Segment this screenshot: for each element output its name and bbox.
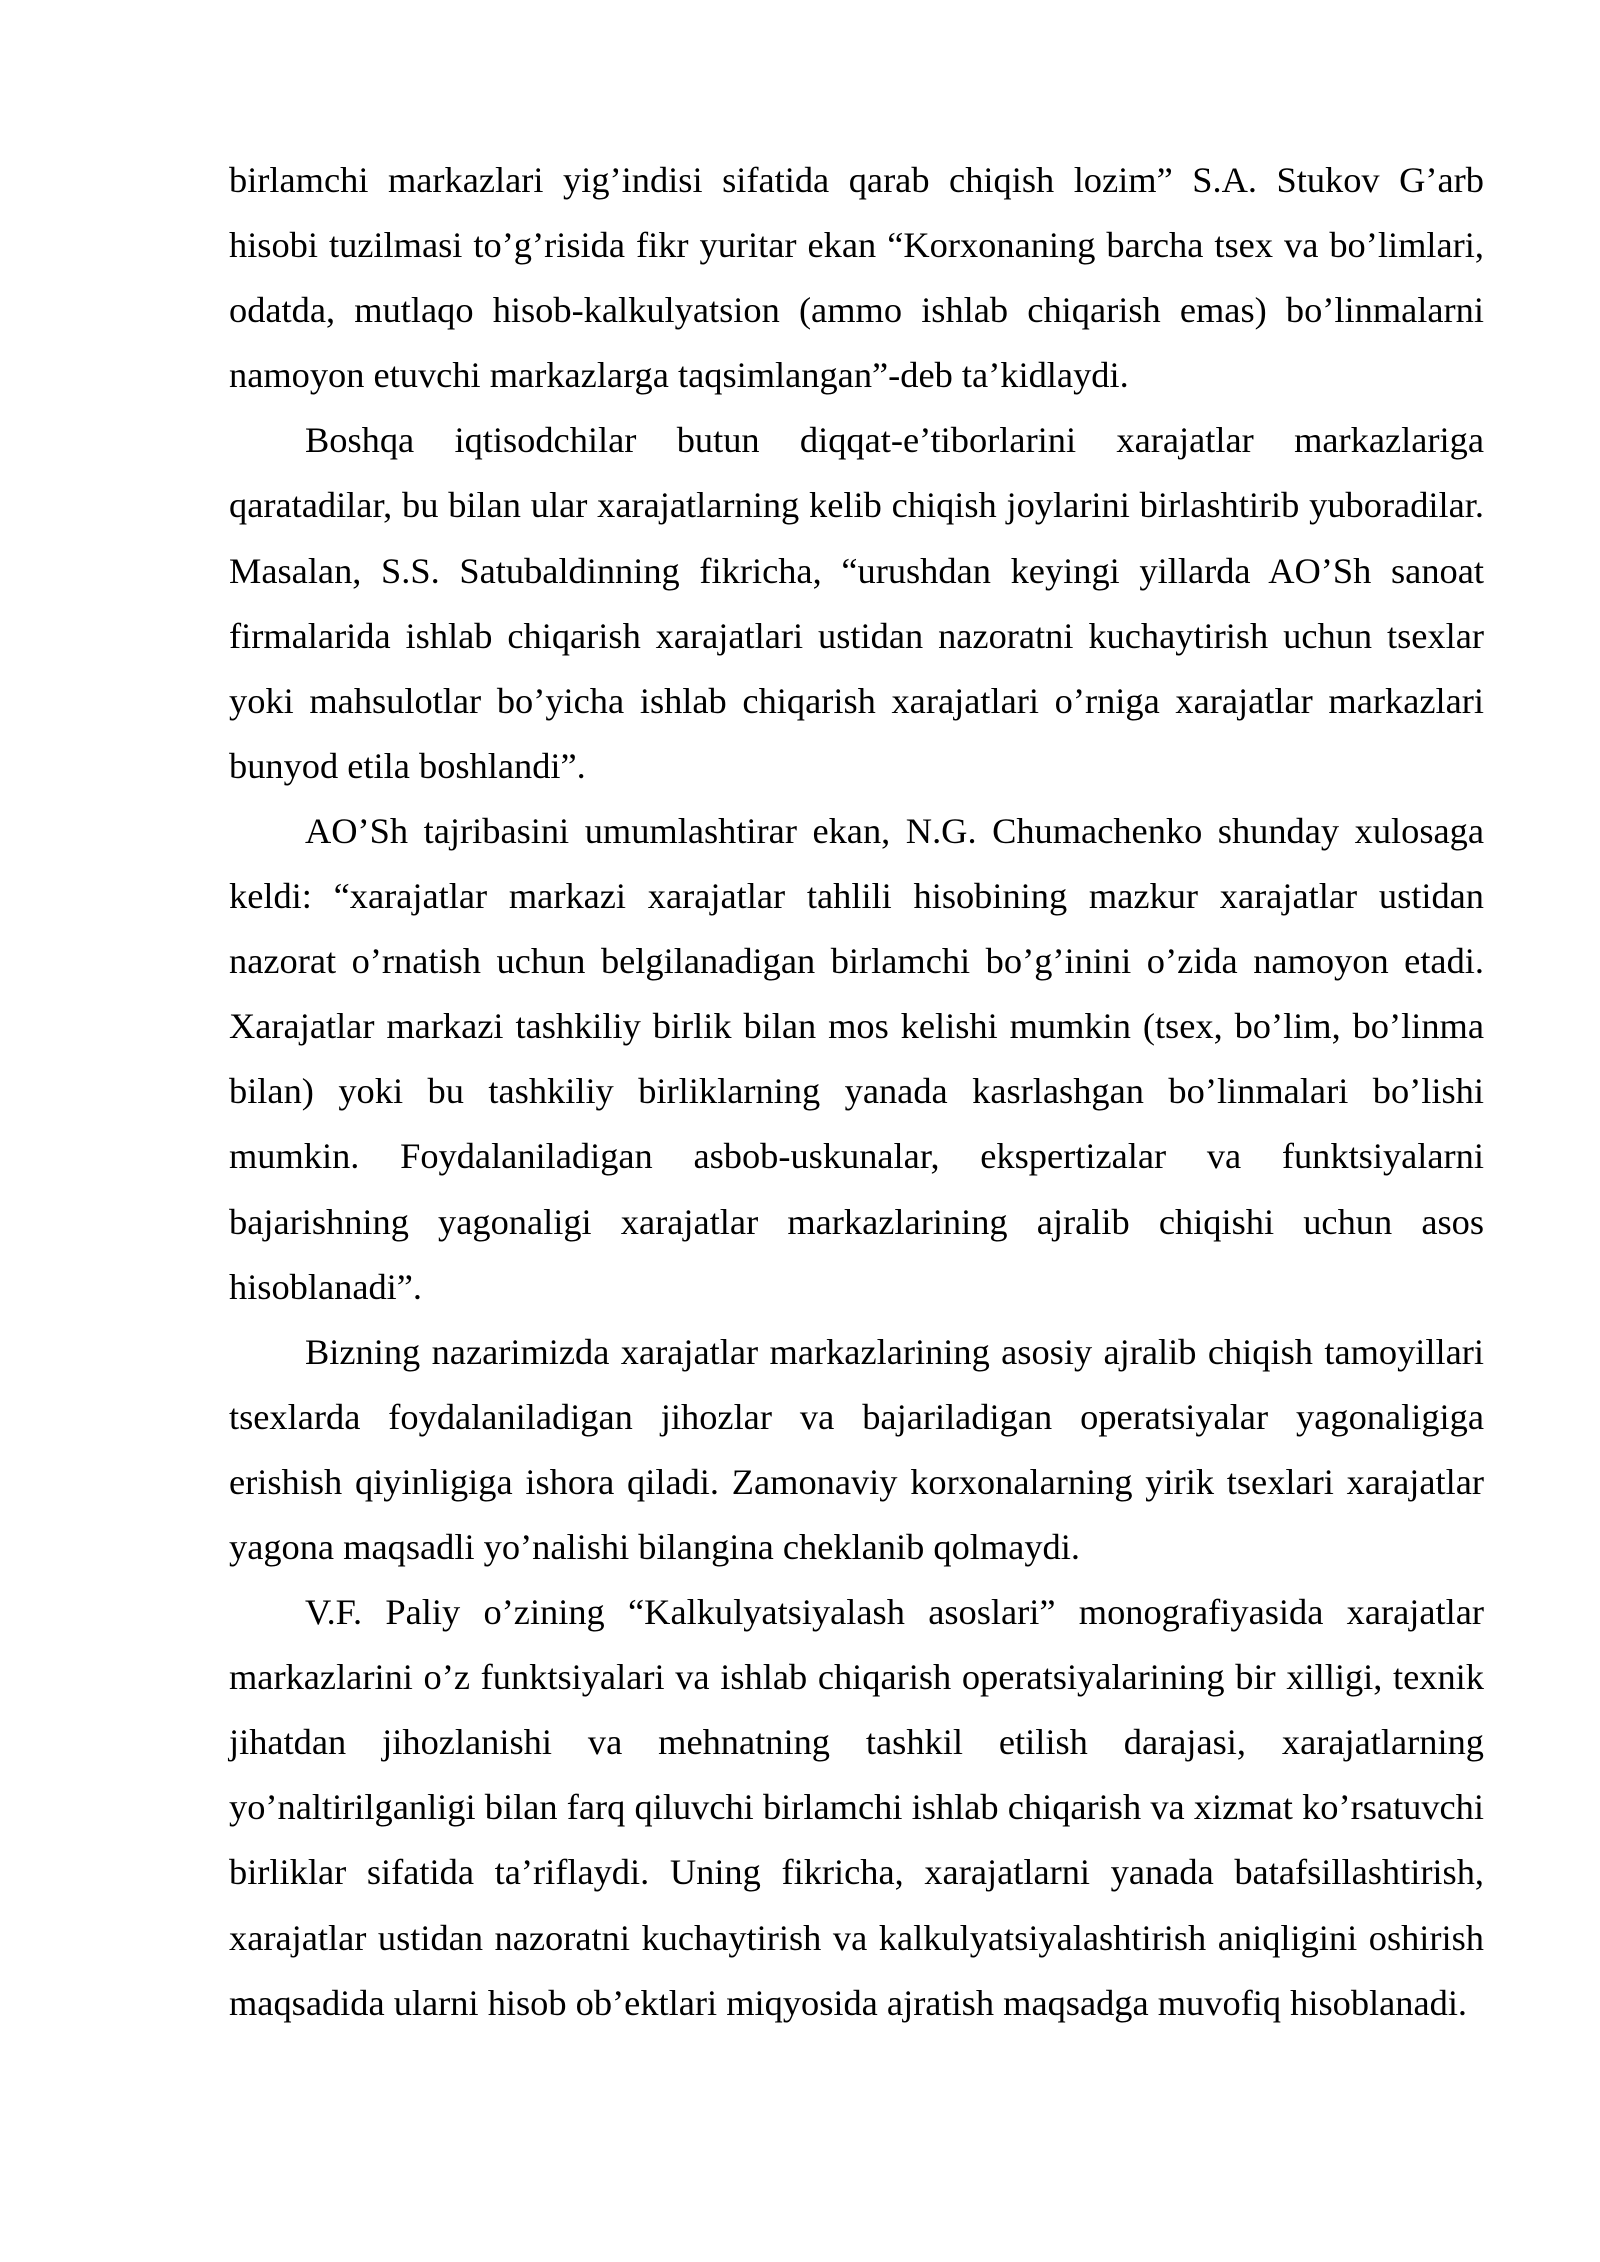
paragraph-2: Boshqa iqtisodchilar butun diqqat-e’tiborlarini xarajatlar markazlariga qaratadilar, bu bilan ular xarajatlarning kelib chiqish joylarini birlashtirib yuboradilar. Masalan, S.S. Satubaldinning fikricha, “urushdan keyingi yillarda AO’Sh sanoat firmalarida ishlab chiqarish xarajatlari ustidan nazoratni kuchaytirish uchun tsexlar yoki mahsulotlar bo’yicha ishlab chiqarish xarajatlari o’rniga xarajatlar markazlari bunyod etila boshlandi”. <box>229 420 1484 786</box>
paragraph-1: birlamchi markazlari yig’indisi sifatida qarab chiqish lozim” S.A. Stukov G’arb hisobi tuzilmasi to’g’risida fikr yuritar ekan “Korxonaning barcha tsex va bo’limlari, odatda, mutlaqo hisob-kalkulyatsion (ammo ishlab chiqarish emas) bo’linmalarni namoyon etuvchi markazlarga taqsimlangan”-deb ta’kidlaydi. <box>229 160 1484 396</box>
paragraph-5: V.F. Paliy o’zining “Kalkulyatsiyalash asoslari” monografiyasida xarajatlar markazlarini o’z funktsiyalari va ishlab chiqarish operatsiyalarining bir xilligi, texnik jihatdan jihozlanishi va mehnatning tashkil etilish darajasi, xarajatlarning yo’naltirilganligi bilan farq qiluvchi birlamchi ishlab chiqarish va xizmat ko’rsatuvchi birliklar sifatida ta’riflaydi. Uning fikricha, xarajatlarni yanada batafsillashtirish, xarajatlar ustidan nazoratni kuchaytirish va kalkulyatsiyalashtirish aniqligini oshirish maqsadida ularni hisob ob’ektlari miqyosida ajratish maqsadga muvofiq hisoblanadi. <box>229 1592 1484 2023</box>
body-text <box>229 148 1484 2036</box>
paragraph-4: Bizning nazarimizda xarajatlar markazlarining asosiy ajralib chiqish tamoyillari tsexlarda foydalaniladigan jihozlar va bajariladigan operatsiyalar yagonaligiga erishish qiyinligiga ishora qiladi. Zamonaviy korxonalarning yirik tsexlari xarajatlar yagona maqsadli yo’nalishi bilangina cheklanib qolmaydi. <box>229 1331 1484 1567</box>
paragraph-3: AO’Sh tajribasini umumlashtirar ekan, N.G. Chumachenko shunday xulosaga keldi: “xarajatlar markazi xarajatlar tahlili hisobining mazkur xarajatlar ustidan nazorat o’rnatish uchun belgilanadigan birlamchi bo’g’inini o’zida namoyon etadi. Xarajatlar markazi tashkiliy birlik bilan mos kelishi mumkin (tsex, bo’lim, bo’linma bilan) yoki bu tashkiliy birliklarning yanada kasrlashgan bo’linmalari bo’lishi mumkin. Foydalaniladigan asbob-uskunalar, ekspertizalar va funktsiyalarni bajarishning yagonaligi xarajatlar markazlarining ajralib chiqishi uchun asos hisoblanadi”. <box>229 810 1484 1307</box>
